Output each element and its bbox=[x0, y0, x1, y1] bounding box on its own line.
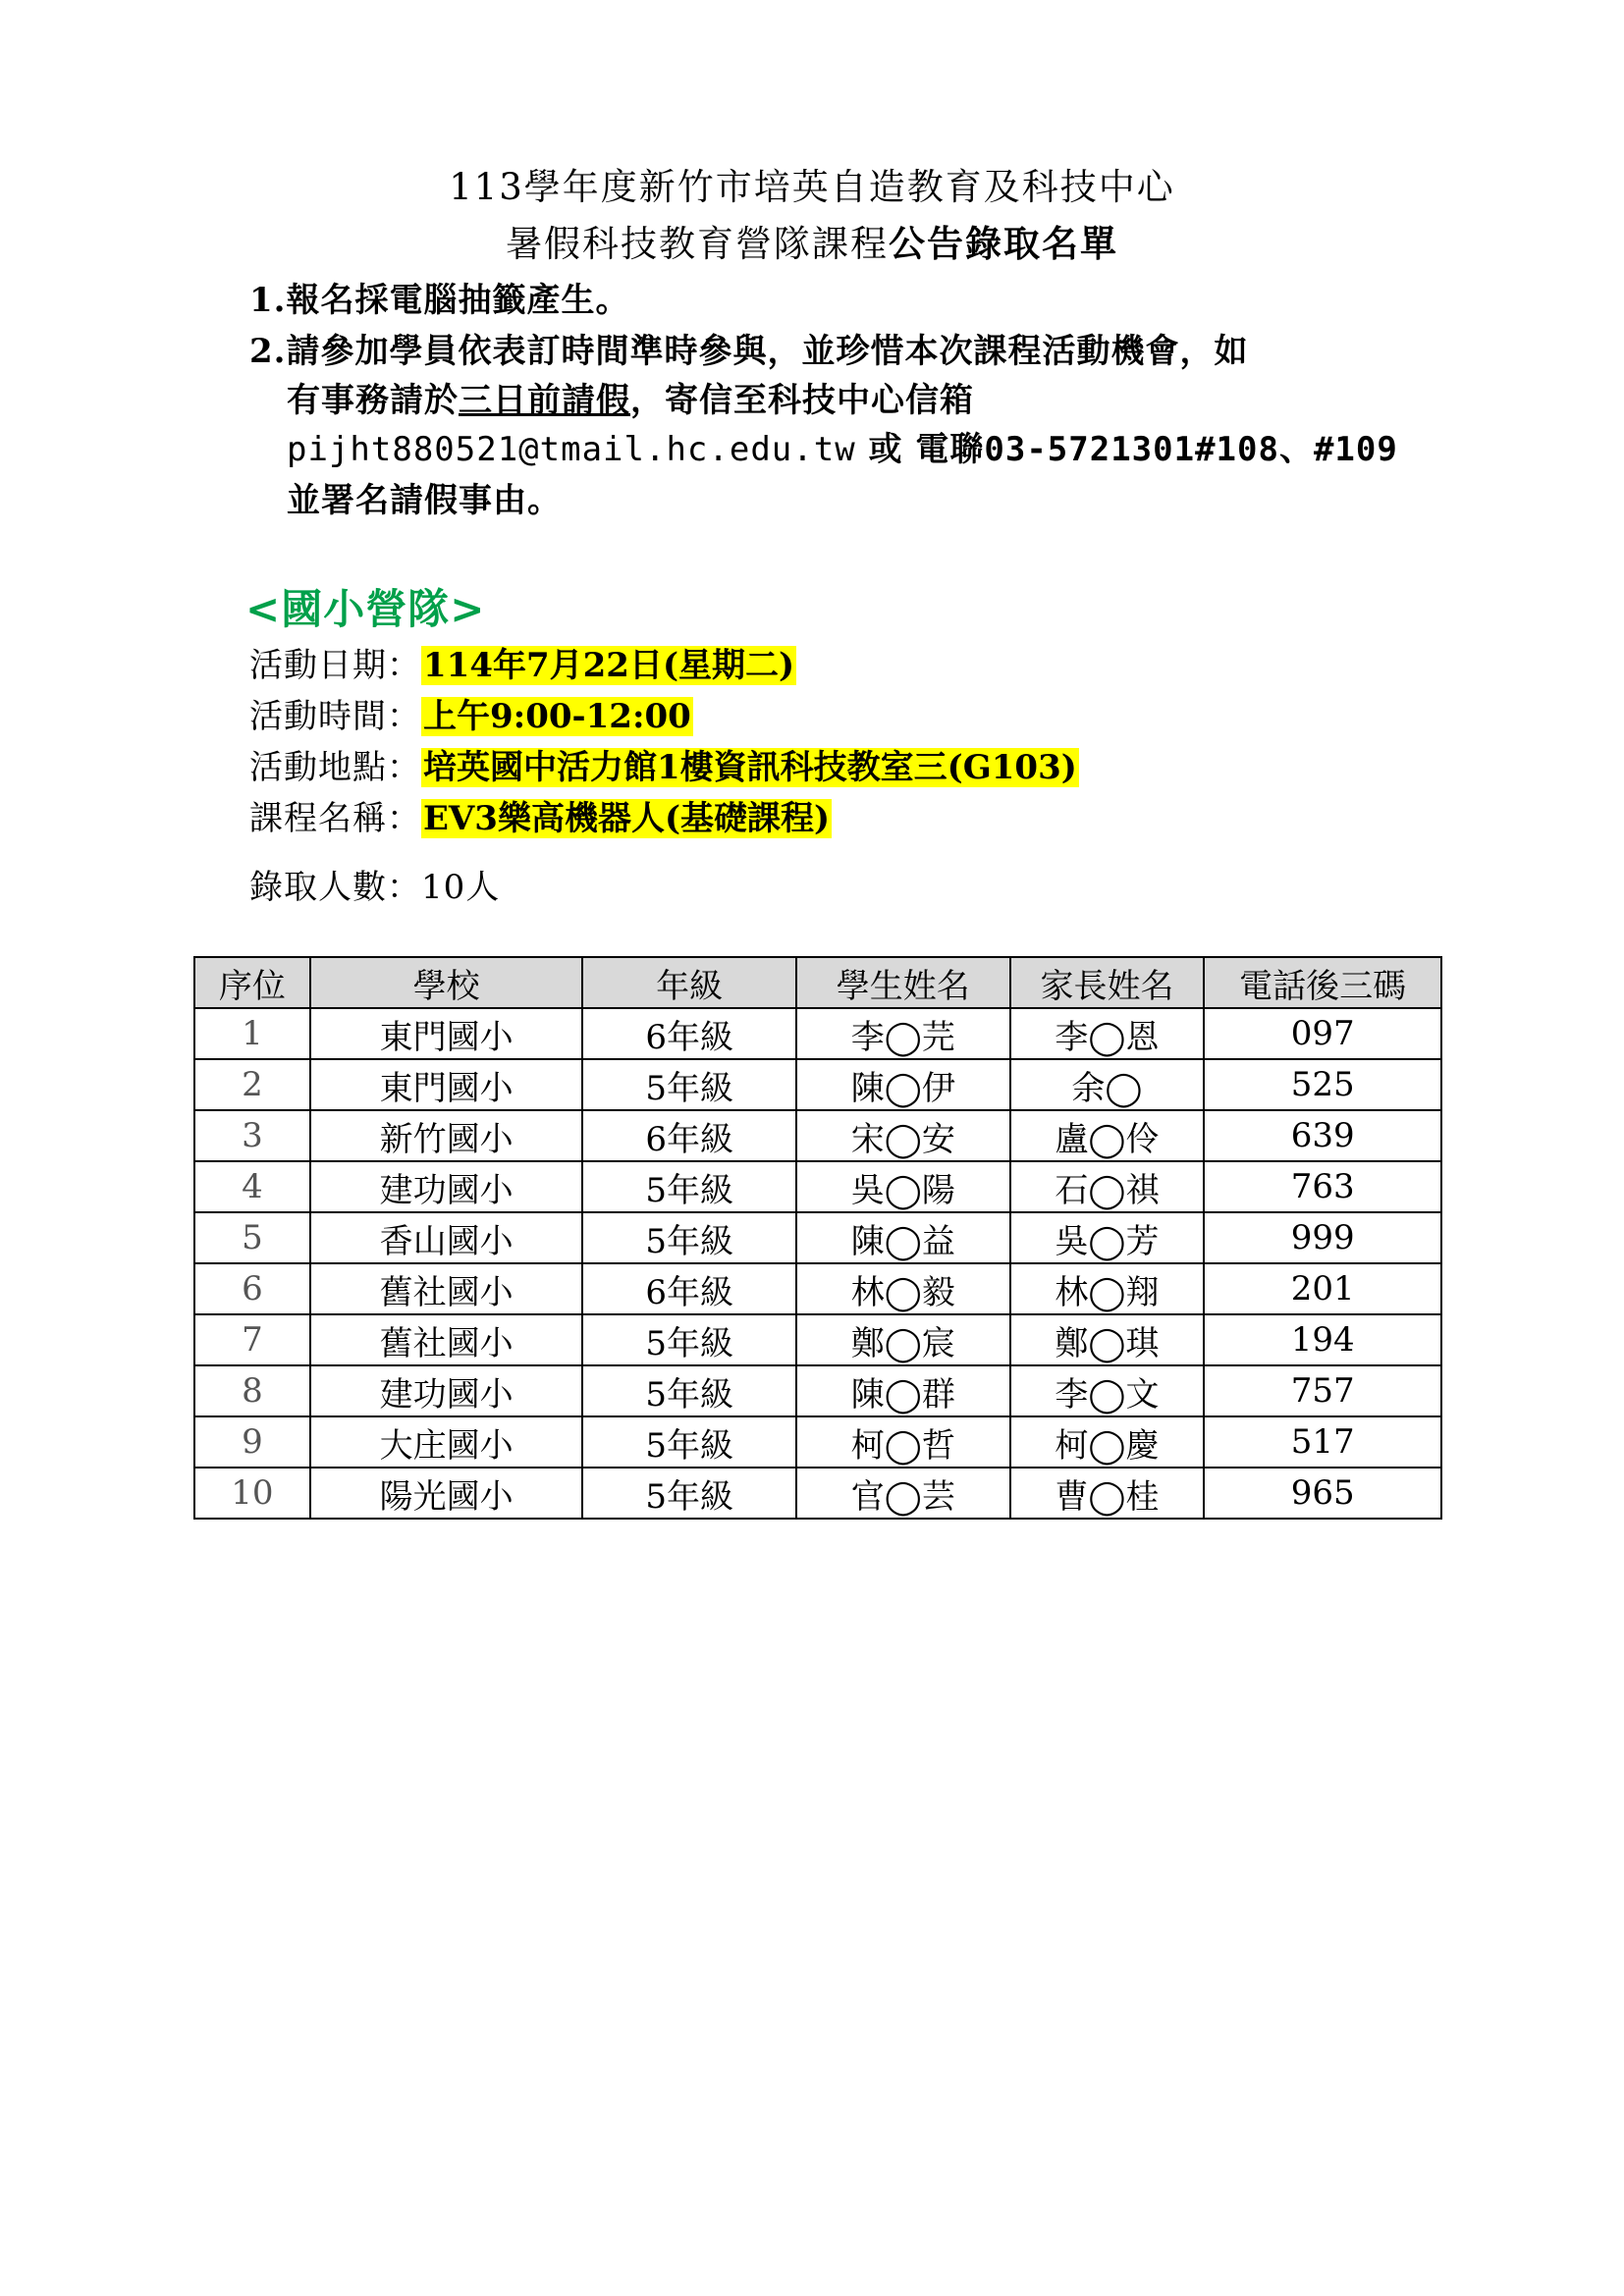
contact-email[interactable]: pijht880521@tmail.hc.edu.tw bbox=[287, 430, 856, 469]
info-time bbox=[249, 689, 693, 737]
table-row bbox=[194, 1008, 1441, 1059]
rank-cell: 3 bbox=[194, 1110, 310, 1161]
header-school: 學校 bbox=[310, 957, 583, 1008]
rank-cell: 10 bbox=[194, 1468, 310, 1519]
parent-name-cell: 余◯ bbox=[1010, 1059, 1205, 1110]
parent-name-cell: 李◯文 bbox=[1010, 1365, 1205, 1416]
student-name-cell: 宋◯安 bbox=[796, 1110, 1010, 1161]
page-title-line1: 113學年度新竹市培英自造教育及科技中心 bbox=[449, 166, 1175, 208]
rank-cell: 2 bbox=[194, 1059, 310, 1110]
grade-cell: 6年級 bbox=[582, 1263, 796, 1314]
school-cell: 東門國小 bbox=[310, 1008, 583, 1059]
grade-cell: 5年級 bbox=[582, 1314, 796, 1365]
rank-cell: 1 bbox=[194, 1008, 310, 1059]
phone-suffix-cell: 763 bbox=[1204, 1161, 1441, 1212]
student-name-cell: 陳◯益 bbox=[796, 1212, 1010, 1263]
grade-cell: 5年級 bbox=[582, 1212, 796, 1263]
phone-suffix-cell: 194 bbox=[1204, 1314, 1441, 1365]
rule-2-post: ，寄信至科技中心信箱 bbox=[630, 381, 974, 420]
table-row bbox=[194, 1212, 1441, 1263]
parent-name-cell: 李◯恩 bbox=[1010, 1008, 1205, 1059]
phone-suffix-cell: 525 bbox=[1204, 1059, 1441, 1110]
grade-cell: 5年級 bbox=[582, 1468, 796, 1519]
place-value: 培英國中活力館1樓資訊科技教室三(G103) bbox=[423, 748, 1077, 787]
table-row bbox=[194, 1059, 1441, 1110]
rank-cell: 7 bbox=[194, 1314, 310, 1365]
parent-name-cell: 吳◯芳 bbox=[1010, 1212, 1205, 1263]
grade-cell: 6年級 bbox=[582, 1008, 796, 1059]
table-body bbox=[194, 1008, 1441, 1519]
table-row bbox=[194, 1416, 1441, 1468]
school-cell: 東門國小 bbox=[310, 1059, 583, 1110]
school-cell: 舊社國小 bbox=[310, 1314, 583, 1365]
phone-suffix-cell: 965 bbox=[1204, 1468, 1441, 1519]
parent-name-cell: 盧◯伶 bbox=[1010, 1110, 1205, 1161]
phone-suffix-cell: 757 bbox=[1204, 1365, 1441, 1416]
table-row bbox=[194, 1263, 1441, 1314]
parent-name-cell: 鄭◯琪 bbox=[1010, 1314, 1205, 1365]
school-cell: 建功國小 bbox=[310, 1161, 583, 1212]
parent-name-cell: 石◯祺 bbox=[1010, 1161, 1205, 1212]
phone-suffix-cell: 201 bbox=[1204, 1263, 1441, 1314]
time-label: 活動時間： bbox=[249, 697, 421, 736]
place-label: 活動地點： bbox=[249, 748, 421, 787]
course-value: EV3樂高機器人(基礎課程) bbox=[423, 799, 831, 838]
rule-2-mid: 或 電聯 bbox=[855, 430, 985, 469]
admitted-count: 錄取人數：10人 bbox=[249, 868, 501, 907]
header-rank: 序位 bbox=[194, 957, 310, 1008]
rank-cell: 4 bbox=[194, 1161, 310, 1212]
table-row bbox=[194, 1468, 1441, 1519]
header-phone: 電話後三碼 bbox=[1204, 957, 1441, 1008]
grade-cell: 6年級 bbox=[582, 1110, 796, 1161]
rank-cell: 9 bbox=[194, 1416, 310, 1468]
table-row bbox=[194, 1365, 1441, 1416]
header-grade: 年級 bbox=[582, 957, 796, 1008]
contact-phone: 03-5721301#108、#109 bbox=[984, 430, 1398, 469]
school-cell: 舊社國小 bbox=[310, 1263, 583, 1314]
table-header-row bbox=[194, 957, 1441, 1008]
title-plain: 暑假科技教育營隊課程 bbox=[506, 223, 889, 265]
student-name-cell: 李◯芫 bbox=[796, 1008, 1010, 1059]
rule-2-line-d: 並署名請假事由。 bbox=[287, 481, 562, 520]
admission-table bbox=[193, 956, 1442, 1520]
school-cell: 建功國小 bbox=[310, 1365, 583, 1416]
student-name-cell: 陳◯伊 bbox=[796, 1059, 1010, 1110]
info-place bbox=[249, 740, 1079, 788]
grade-cell: 5年級 bbox=[582, 1365, 796, 1416]
parent-name-cell: 柯◯慶 bbox=[1010, 1416, 1205, 1468]
rule-1: 1.報名採電腦抽籤產生。 bbox=[249, 281, 630, 320]
rule-2-line-c bbox=[287, 422, 1398, 470]
date-label: 活動日期： bbox=[249, 646, 421, 685]
student-name-cell: 吳◯陽 bbox=[796, 1161, 1010, 1212]
school-cell: 大庄國小 bbox=[310, 1416, 583, 1468]
rank-cell: 5 bbox=[194, 1212, 310, 1263]
school-cell: 香山國小 bbox=[310, 1212, 583, 1263]
course-label: 課程名稱： bbox=[249, 799, 421, 838]
student-name-cell: 林◯毅 bbox=[796, 1263, 1010, 1314]
student-name-cell: 柯◯哲 bbox=[796, 1416, 1010, 1468]
date-value: 114年7月22日(星期二) bbox=[423, 646, 795, 685]
student-name-cell: 鄭◯宸 bbox=[796, 1314, 1010, 1365]
rule-2-underline: 三日前請假 bbox=[459, 381, 630, 420]
phone-suffix-cell: 517 bbox=[1204, 1416, 1441, 1468]
table-row bbox=[194, 1110, 1441, 1161]
phone-suffix-cell: 639 bbox=[1204, 1110, 1441, 1161]
table-row bbox=[194, 1314, 1441, 1365]
section-heading: <國小營隊> bbox=[245, 585, 486, 633]
table-row bbox=[194, 1161, 1441, 1212]
school-cell: 新竹國小 bbox=[310, 1110, 583, 1161]
rank-cell: 8 bbox=[194, 1365, 310, 1416]
rank-cell: 6 bbox=[194, 1263, 310, 1314]
student-name-cell: 陳◯群 bbox=[796, 1365, 1010, 1416]
rule-2-pre: 有事務請於 bbox=[287, 381, 459, 420]
parent-name-cell: 林◯翔 bbox=[1010, 1263, 1205, 1314]
rule-2-line-b bbox=[287, 373, 974, 421]
phone-suffix-cell: 097 bbox=[1204, 1008, 1441, 1059]
student-name-cell: 官◯芸 bbox=[796, 1468, 1010, 1519]
info-course bbox=[249, 791, 832, 839]
title-bold: 公告錄取名單 bbox=[889, 222, 1118, 265]
rule-2-line-a: 2.請參加學員依表訂時間準時參與，並珍惜本次課程活動機會，如 bbox=[249, 332, 1249, 371]
grade-cell: 5年級 bbox=[582, 1161, 796, 1212]
phone-suffix-cell: 999 bbox=[1204, 1212, 1441, 1263]
header-student: 學生姓名 bbox=[796, 957, 1010, 1008]
grade-cell: 5年級 bbox=[582, 1059, 796, 1110]
school-cell: 陽光國小 bbox=[310, 1468, 583, 1519]
grade-cell: 5年級 bbox=[582, 1416, 796, 1468]
header-parent: 家長姓名 bbox=[1010, 957, 1205, 1008]
time-value: 上午9:00-12:00 bbox=[423, 697, 691, 736]
page-title-line2 bbox=[0, 214, 1624, 267]
info-date bbox=[249, 638, 796, 686]
parent-name-cell: 曹◯桂 bbox=[1010, 1468, 1205, 1519]
